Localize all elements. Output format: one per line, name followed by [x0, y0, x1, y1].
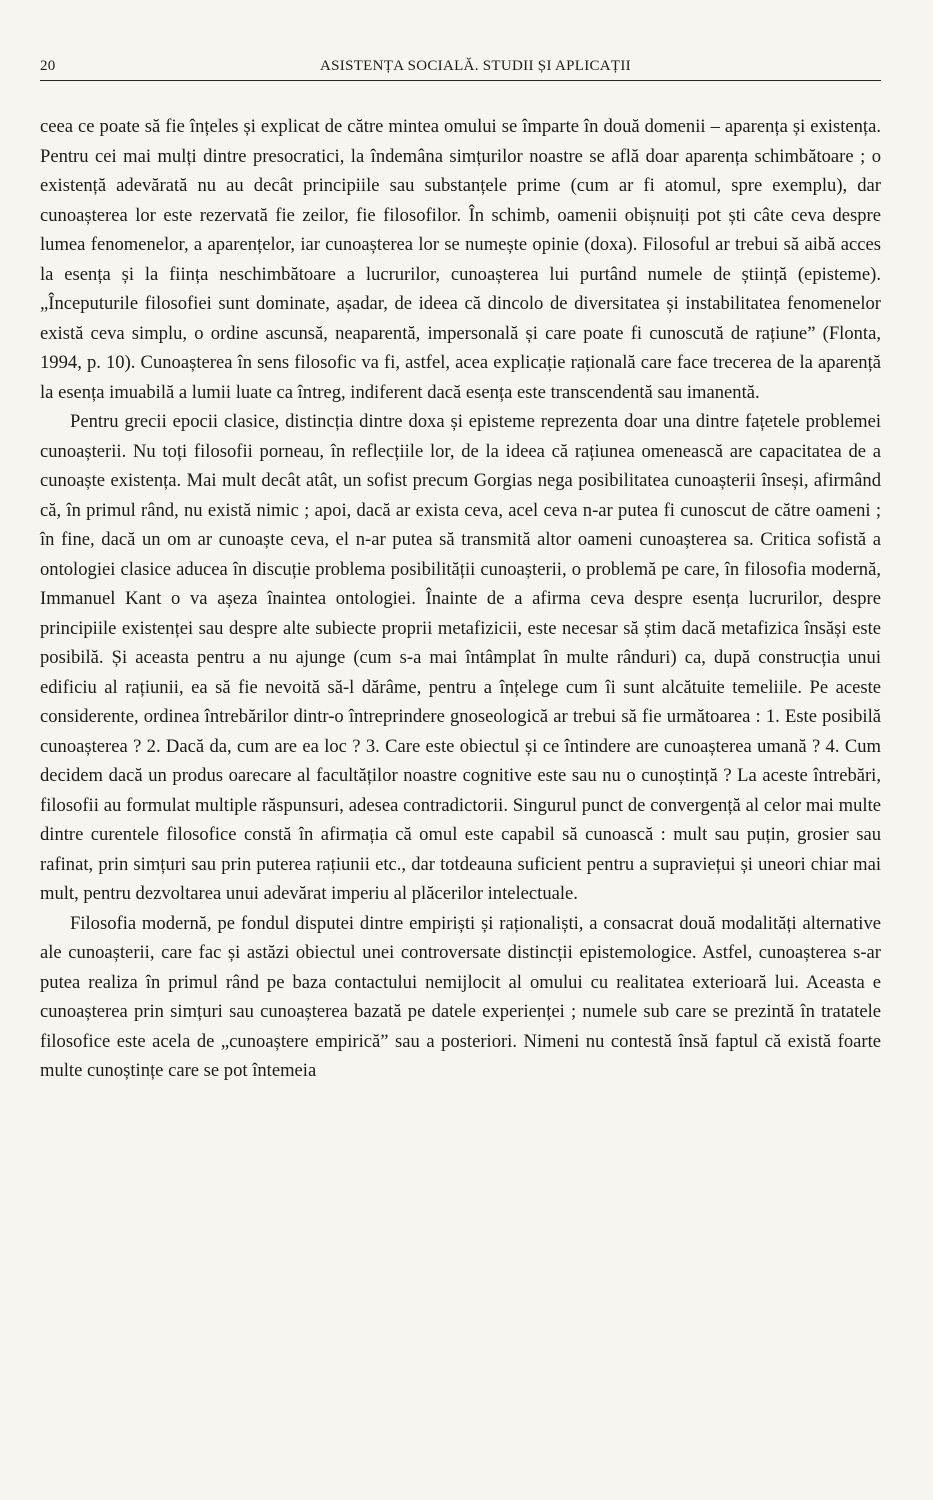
paragraph-2: Pentru grecii epocii clasice, distincția dintre doxa și episteme reprezenta doar una dintre fațetele problemei cunoașterii. Nu toți filosofii porneau, în reflecțiile lor, de la ideea că rațiunea omenească are capacitatea de a cunoaște existența. Mai mult decât atât, un sofist precum Gorgias nega posibilitatea cunoașterii înseși, afirmând că, în primul rând, nu există nimic ; apoi, dacă ar exista ceva, acel ceva n-ar putea fi cunoscut de către oameni ; în fine, dacă un om ar cunoaște ceva, el n-ar putea să transmită altor oameni cunoașterea sa. Critica sofistă a ontologiei clasice aducea în discuție problema posibilității cunoașterii, o problemă pe care, în filosofia modernă, Immanuel Kant o va așeza înaintea ontologiei. Înainte de a afirma ceva despre esența lucrurilor, despre principiile existenței sau despre alte subiecte proprii metafizicii, este necesar să știm dacă metafizica însăși este posibilă. Și aceasta pentru a nu ajunge (cum s-a mai întâmplat în multe rânduri) ca, după construcția unui edificiu al rațiunii, ea să fie nevoită să-l dărâme, pentru a înțelege cum îi sunt alcătuite temeliile. Pe aceste considerente, ordinea întrebărilor dintr-o întreprindere gnoseologică ar trebui să fie următoarea : 1. Este posibilă cunoașterea ? 2. Dacă da, cum are ea loc ? 3. Care este obiectul și ce întindere are cunoașterea umană ? 4. Cum decidem dacă un produs oarecare al facultăților noastre cognitive este sau nu o cunoștință ? La aceste întrebări, filosofii au formulat multiple răspunsuri, adesea contradictorii. Singurul punct de convergență al celor mai multe dintre curentele filosofice constă în afirmația că omul este capabil să cunoască : mult sau puțin, grosier sau rafinat, prin simțuri sau prin puterea rațiunii etc., dar totdeauna suficient pentru a supraviețui și uneori chiar mai mult, pentru dezvoltarea unui adevărat imperiu al plăcerilor intelectuale.	[40, 411, 881, 904]
page-number: 20	[40, 58, 56, 74]
page-header	[40, 58, 881, 81]
paragraph-3: Filosofia modernă, pe fondul disputei dintre empiriști și raționaliști, a consacrat două modalități alternative ale cunoașterii, care fac și astăzi obiectul unei controversate distincții epistemologice. Astfel, cunoașterea s-ar putea realiza în primul rând pe baza contactului nemijlocit al omului cu realitatea exterioară lui. Aceasta e cunoașterea prin simțuri sau cunoașterea bazată pe datele experienței ; numele sub care se prezintă în tratatele filosofice este acela de „cunoaștere empirică” sau a posteriori. Nimeni nu contestă însă faptul că există foarte multe cunoștințe care se pot întemeia	[40, 912, 881, 1081]
body-text	[40, 112, 881, 1086]
running-head: ASISTENȚA SOCIALĂ. STUDII ȘI APLICAȚII	[320, 58, 631, 74]
paragraph-1: ceea ce poate să fie înțeles și explicat de către mintea omului se împarte în două domenii – aparența și existența. Pentru cei mai mulți dintre presocratici, la îndemâna simțurilor noastre se află doar aparența schimbătoare ; o existență adevărată nu au decât principiile sau substanțele prime (cum ar fi atomul, spre exemplu), dar cunoașterea lor este rezervată fie zeilor, fie filosofilor. În schimb, oamenii obișnuiți pot ști câte ceva despre lumea fenomenelor, a aparențelor, iar cunoașterea lor se numește opinie (doxa). Filosoful ar trebui să aibă acces la esența și la ființa neschimbătoare a lucrurilor, cunoașterea lui purtând numele de știință (episteme). „Începuturile filosofiei sunt dominate, așadar, de ideea că dincolo de diversitatea și instabilitatea fenomenelor există ceva simplu, o ordine ascunsă, neaparentă, impersonală și care poate fi cunoscută de rațiune” (Flonta, 1994, p. 10). Cunoașterea în sens filosofic va fi, astfel, acea explicație rațională care face trecerea de la aparență la esența imuabilă a lumii luate ca întreg, indiferent dacă esența este transcendentă sau imanentă.	[40, 116, 881, 403]
